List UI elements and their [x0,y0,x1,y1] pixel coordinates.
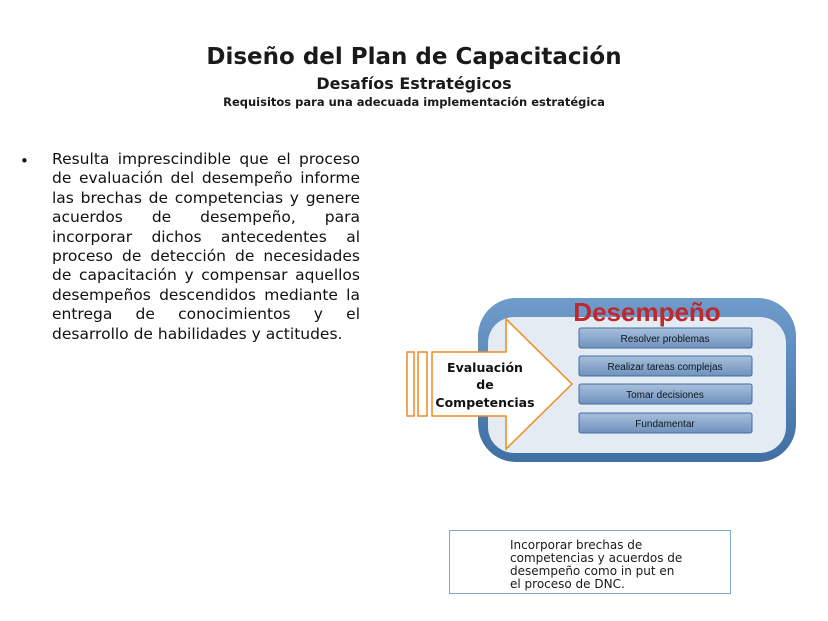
caption-line: el proceso de DNC. [510,577,625,591]
desempeno-heading: Desempeño [573,297,721,327]
caption-text [510,539,730,591]
caption-box [449,530,731,594]
arrow-label-line3: Competencias [435,395,535,410]
caption-line: desempeño como in put en [510,564,675,578]
item-label: Tomar decisiones [626,390,704,401]
item-realizar-tareas [579,356,752,376]
body-paragraph: Resulta imprescindible que el proceso de evaluación del desempeño informe las brechas de competencias y genere acuerdos de desempeño, para incorporar dichos antecedentes al proceso de detección de necesidades de capacitación y compensar aquellos desempeños descendidos mediante la entrega de conocimientos y el desarrollo de habilidades y actitudes. [52,150,360,343]
item-label: Resolver problemas [620,334,710,345]
page-title: Diseño del Plan de Capacitación [206,44,622,70]
bullet-marker: • [20,152,29,170]
item-label: Fundamentar [635,419,695,430]
competencias-diagram [400,295,800,465]
item-fundamentar [579,413,752,433]
caption-line: Incorporar brechas de [510,538,643,552]
arrow-label-line2: de [476,377,494,392]
item-label: Realizar tareas complejas [607,362,723,373]
arrow-label-line1: Evaluación [447,360,523,375]
item-resolver-problemas [579,328,752,348]
item-tomar-decisiones [579,384,752,404]
page-subtitle: Desafíos Estratégicos [316,74,512,93]
page-subsubtitle: Requisitos para una adecuada implementación estratégica [223,95,605,109]
caption-line: competencias y acuerdos de [510,551,683,565]
